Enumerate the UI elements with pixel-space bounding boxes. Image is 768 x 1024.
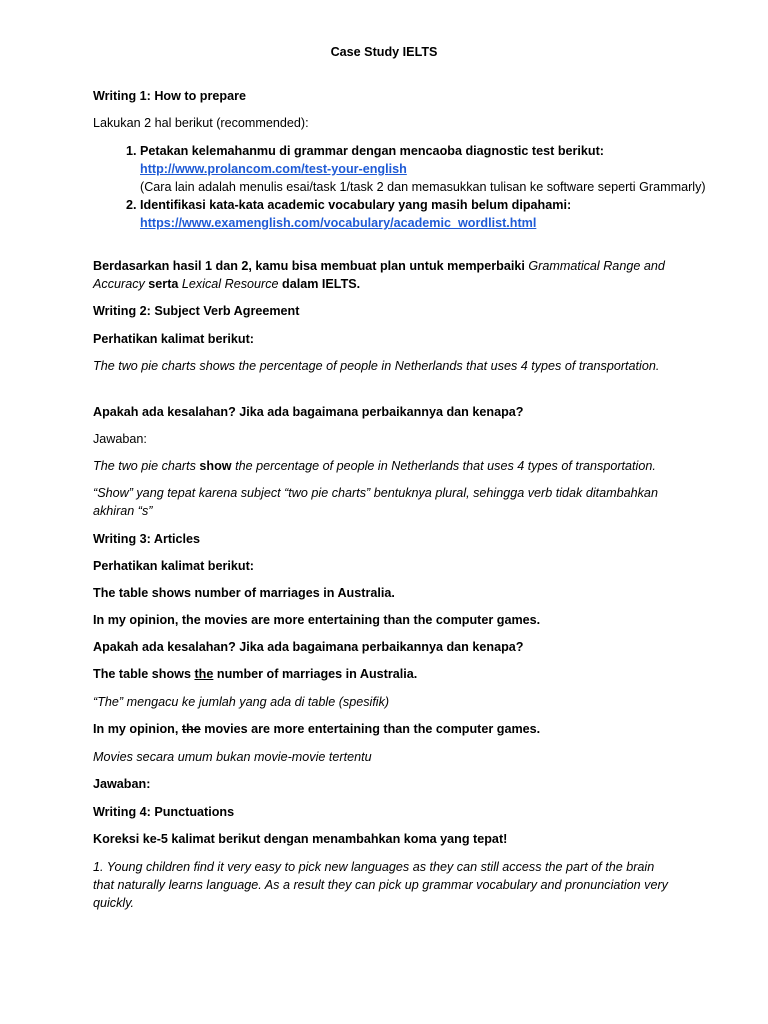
list-item xyxy=(140,196,710,232)
item-1-text: Petakan kelemahanmu di grammar dengan mencaoba diagnostic test berikut: xyxy=(140,144,605,158)
writing-3-sentence-1: The table shows number of marriages in Australia. xyxy=(93,586,395,600)
writing-2-heading: Writing 2: Subject Verb Agreement xyxy=(93,304,300,318)
conclusion-term-2: Lexical Resource xyxy=(181,277,279,291)
correction-text: number of marriages in Australia. xyxy=(213,667,418,681)
writing-1-conclusion xyxy=(93,257,683,293)
answer-correction: show xyxy=(199,459,232,473)
writing-3-prompt: Perhatikan kalimat berikut: xyxy=(93,559,254,573)
list-item xyxy=(140,142,710,196)
writing-3-answer-label: Jawaban: xyxy=(93,777,151,791)
prolancom-link[interactable]: http://www.prolancom.com/test-your-english xyxy=(140,162,407,176)
writing-3-correction-2 xyxy=(93,720,683,738)
correction-text: In my opinion, xyxy=(93,722,182,736)
correction-removed-article: the xyxy=(181,722,201,736)
item-2-text: Identifikasi kata-kata academic vocabulary yang masih belum dipahami: xyxy=(140,198,572,212)
writing-4-prompt: Koreksi ke-5 kalimat berikut dengan menambahkan koma yang tepat! xyxy=(93,832,508,846)
conclusion-text: Berdasarkan hasil 1 dan 2, kamu bisa membuat plan untuk memperbaiki xyxy=(93,259,529,273)
writing-2-answer-label: Jawaban: xyxy=(93,432,147,446)
answer-text: the percentage of people in Netherlands that uses 4 types of transportation. xyxy=(231,459,656,473)
writing-4-heading: Writing 4: Punctuations xyxy=(93,805,235,819)
writing-2-answer xyxy=(93,457,693,475)
document-title: Case Study IELTS xyxy=(330,45,438,59)
conclusion-text: serta xyxy=(144,277,182,291)
correction-added-article: the xyxy=(194,667,214,681)
writing-1-list xyxy=(108,142,710,232)
writing-2-question: Apakah ada kesalahan? Jika ada bagaimana perbaikannya dan kenapa? xyxy=(93,405,524,419)
writing-3-correction-1 xyxy=(93,665,683,683)
writing-2-explanation: “Show” yang tepat karena subject “two pie charts” bentuknya plural, sehingga verb tidak ditambahkan akhiran “s” xyxy=(93,486,658,518)
examenglish-link[interactable]: https://www.examenglish.com/vocabulary/academic_wordlist.html xyxy=(140,216,537,230)
writing-3-note-1: “The” mengacu ke jumlah yang ada di table (spesifik) xyxy=(93,695,390,709)
item-1-note: (Cara lain adalah menulis esai/task 1/task 2 dan memasukkan tulisan ke software seperti Grammarly) xyxy=(140,180,706,194)
answer-text: The two pie charts xyxy=(93,459,200,473)
writing-3-question: Apakah ada kesalahan? Jika ada bagaimana perbaikannya dan kenapa? xyxy=(93,640,524,654)
writing-2-sentence: The two pie charts shows the percentage of people in Netherlands that uses 4 types of transportation. xyxy=(93,359,660,373)
writing-3-note-2: Movies secara umum bukan movie-movie tertentu xyxy=(93,750,372,764)
writing-3-sentence-2: In my opinion, the movies are more entertaining than the computer games. xyxy=(93,613,541,627)
conclusion-term-1: Grammatical Range and Accuracy xyxy=(93,259,665,291)
conclusion-text: dalam IELTS. xyxy=(278,277,361,291)
writing-2-prompt: Perhatikan kalimat berikut: xyxy=(93,332,254,346)
writing-1-heading: Writing 1: How to prepare xyxy=(93,89,247,103)
correction-text: movies are more entertaining than the computer games. xyxy=(200,722,541,736)
writing-1-intro: Lakukan 2 hal berikut (recommended): xyxy=(93,116,309,130)
writing-4-item-1: 1. Young children find it very easy to pick new languages as they can still access the part of the brain that naturally learns language. As a result they can pick up grammar vocabulary and pronunciation very quickly. xyxy=(93,860,668,910)
correction-text: The table shows xyxy=(93,667,195,681)
writing-3-heading: Writing 3: Articles xyxy=(93,532,201,546)
